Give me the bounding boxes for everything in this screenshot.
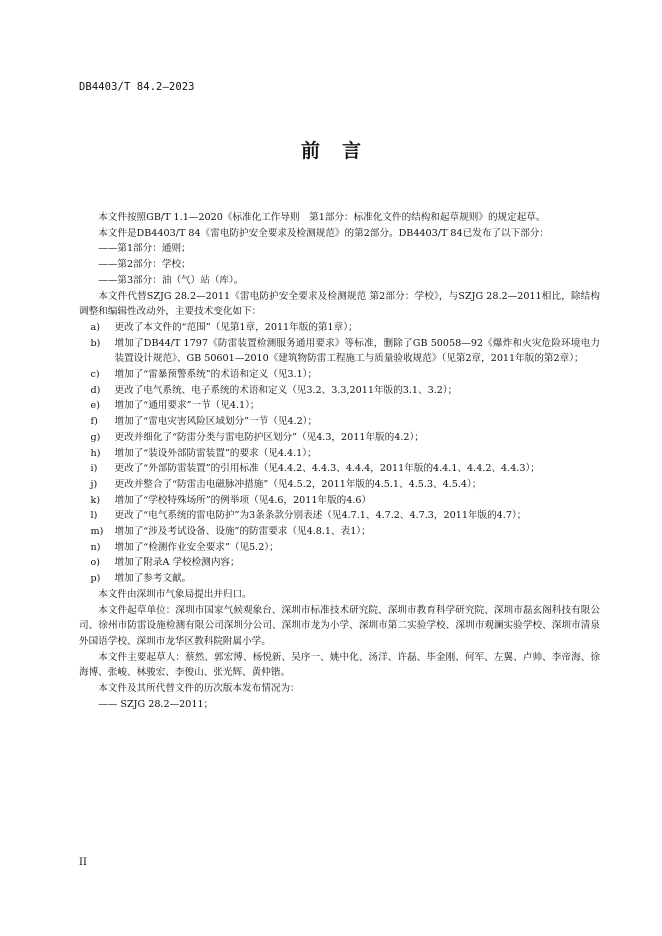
part-item: ——第3部分：油（气）站（库）。 [98, 274, 244, 286]
list-item [79, 461, 600, 477]
list-marker: o) [90, 557, 101, 569]
list-item [79, 446, 600, 462]
history-item: —— SZJG 28.2—2011； [98, 698, 214, 710]
list-item [79, 398, 600, 414]
list-marker: g) [90, 431, 101, 443]
list-marker: e) [90, 400, 100, 412]
page-number: II [79, 857, 87, 868]
paragraph: 本文件代替SZJG 28.2—2011《雷电防护安全要求及检测规范 第2部分：学校》，与SZJG 28.2—2011相比，除结构调整和编辑性改动外，主要技术变化如下： [79, 290, 600, 318]
list-item [79, 367, 600, 383]
list-item [79, 555, 600, 571]
list-text: 增加了“通用要求”一节（见4.1）； [114, 400, 260, 412]
list-text: 更改了电气系统、电子系统的术语和定义（见3.2、3.3,2011年版的3.1、3.2）； [114, 384, 458, 396]
list-text: 增加了DB44/T 1797《防雷装置检测服务通用要求》等标准，删除了GB 50058—92《爆炸和火灾危险环境电力装置设计规范》、GB 50601—2010《建筑物防雷工程施工与质量验收规范》（见第2章，2011年版的第2章）； [114, 337, 600, 365]
list-marker: h) [90, 447, 101, 459]
list-text: 增加了“涉及考试设备、设施”的防雷要求（见4.8.1、表1）； [114, 526, 371, 538]
list-marker: d) [90, 384, 101, 396]
paragraph: 本文件起草单位：深圳市国家气候观象台、深圳市标准技术研究院、深圳市教育科学研究院、深圳市磊玄阁科技有限公司、徐州市防雷设施检测有限公司深圳分公司、深圳市龙为小学、深圳市第二实验学校、深圳市观澜实验学校、深圳市清泉外国语学校、深圳市龙华区教科院附属小学。 [79, 604, 600, 647]
list-text: 增加了“雷暴预警系统”的术语和定义（见3.1）； [114, 369, 318, 381]
list-item [79, 540, 600, 556]
document-code: DB4403/T 84.2—2023 [79, 81, 195, 93]
paragraph: 本文件按照GB/T 1.1—2020《标准化工作导则 第1部分：标准化文件的结构和起草规则》的规定起草。 [98, 212, 546, 223]
list-text: 增加了参考文献。 [114, 573, 192, 585]
list-item [79, 493, 600, 509]
list-item [79, 320, 600, 336]
list-text: 更改了“电气系统的雷电防护”为3条条款分别表述（见4.7.1、4.7.2、4.7.3，2011年版的4.7）； [114, 510, 527, 522]
part-item: ——第2部分：学校； [98, 259, 191, 271]
list-text: 更改并整合了“防雷击电磁脉冲措施”（见4.5.2，2011年版的4.5.1、4.5.3、4.5.4）； [114, 478, 482, 490]
list-marker: m) [90, 526, 104, 538]
list-marker: b) [90, 337, 101, 349]
list-text: 更改了“外部防雷装置”的引用标准（见4.4.2、4.4.3、4.4.4，2011年版的4.4.1、4.4.2、4.4.3）； [114, 463, 540, 475]
list-item [79, 414, 600, 430]
list-item [79, 571, 600, 587]
list-text: 增加了“雷电灾害风险区域划分”一节（见4.2）； [114, 416, 318, 428]
paragraph: 本文件主要起草人：蔡然、郭宏博、杨悦新、吴序一、姚中化、汤洋、许磊、毕金刚、何军、左翼、卢帅、李帝海、徐海博、张峻、林骏宏、李俊山、张光辉、黄仲锴。 [79, 651, 600, 679]
list-marker: k) [90, 494, 101, 506]
list-text: 更改并细化了“防雷分类与雷电防护区划分”（见4.3，2011年版的4.2）； [114, 431, 424, 443]
list-marker: a) [90, 321, 100, 333]
list-marker: f) [90, 416, 98, 428]
list-item [79, 524, 600, 540]
list-text: 更改了本文件的“范围”（见第1章，2011年版的第1章）； [114, 321, 358, 333]
list-item [79, 477, 600, 493]
list-marker: j) [90, 478, 98, 490]
list-marker: c) [90, 369, 100, 381]
list-item [79, 336, 600, 367]
list-text: 增加了“装设外部防雷装置”的要求（见4.4.1）； [114, 447, 317, 459]
list-text: 增加了“检测作业安全要求”（见5.2）； [114, 541, 279, 553]
list-item [79, 508, 600, 524]
page-title: 前言 [300, 140, 383, 162]
list-marker: n) [90, 541, 101, 553]
list-marker: l) [90, 510, 98, 522]
paragraph: 本文件由深圳市气象局提出并归口。 [98, 588, 252, 600]
paragraph: 本文件及其所代替文件的历次版本发布情况为： [98, 683, 300, 695]
paragraph: 本文件是DB4403/T 84《雷电防护安全要求及检测规范》的第2部分。DB4403/T 84已发布了以下部分： [98, 227, 549, 239]
list-text: 增加了附录A 学校检测内容； [114, 557, 240, 569]
list-item [79, 430, 600, 446]
list-item [79, 383, 600, 399]
list-marker: p) [90, 573, 101, 585]
list-text: 增加了“学校特殊场所”的例举项（见4.6，2011年版的4.6） [114, 494, 372, 506]
part-item: ——第1部分：通则； [98, 243, 191, 255]
list-marker: i) [90, 463, 98, 475]
foreword-body [79, 210, 600, 713]
